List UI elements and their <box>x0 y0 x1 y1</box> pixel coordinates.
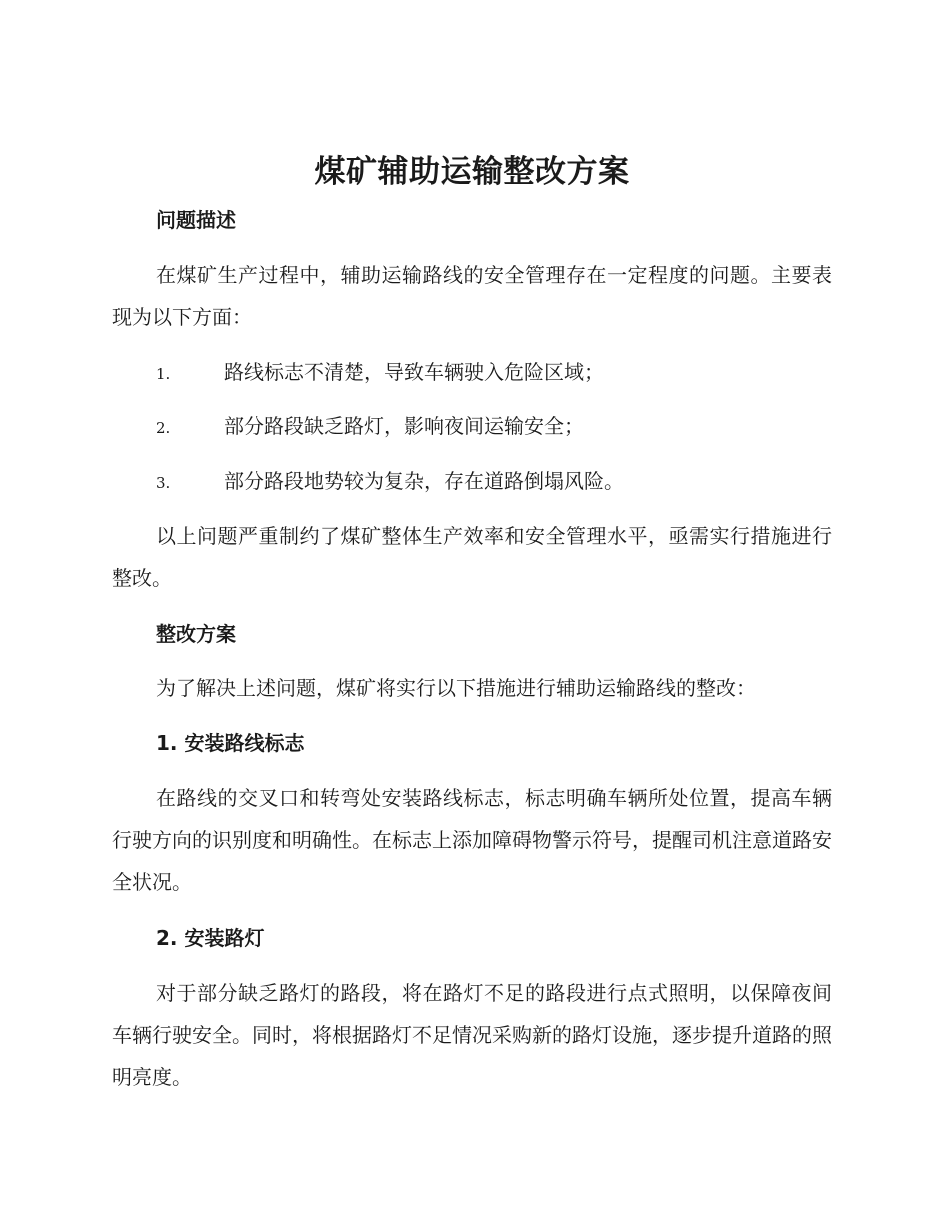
section-heading-solution: 整改方案 <box>156 622 236 646</box>
list-item-number: 1. <box>156 365 171 383</box>
paragraph-problem-conclusion: 以上问题严重制约了煤矿整体生产效率和安全管理水平，亟需实行措施进行整改。 <box>112 524 832 590</box>
document-title: 煤矿辅助运输整改方案 <box>314 154 630 190</box>
subheading-route-signs: 1. 安装路线标志 <box>156 731 305 755</box>
section-heading-problem: 问题描述 <box>156 208 236 232</box>
paragraph-route-signs: 在路线的交叉口和转弯处安装路线标志，标志明确车辆所处位置，提高车辆行驶方向的识别度和明确性。在标志上添加障碍物警示符号，提醒司机注意道路安全状况。 <box>112 786 832 894</box>
list-item <box>156 358 604 388</box>
list-item <box>156 467 624 497</box>
list-item-text: 部分路段缺乏路灯，影响夜间运输安全； <box>224 414 584 438</box>
paragraph-solution-intro: 为了解决上述问题，煤矿将实行以下措施进行辅助运输路线的整改： <box>156 676 756 700</box>
list-item-text: 部分路段地势较为复杂，存在道路倒塌风险。 <box>224 469 624 493</box>
paragraph-problem-intro: 在煤矿生产过程中，辅助运输路线的安全管理存在一定程度的问题。主要表现为以下方面： <box>112 263 832 329</box>
list-item-number: 3. <box>156 474 171 492</box>
list-item-text: 路线标志不清楚，导致车辆驶入危险区域； <box>224 360 604 384</box>
subheading-street-lights: 2. 安装路灯 <box>156 926 265 950</box>
list-item <box>156 412 584 442</box>
paragraph-street-lights: 对于部分缺乏路灯的路段，将在路灯不足的路段进行点式照明，以保障夜间车辆行驶安全。同时，将根据路灯不足情况采购新的路灯设施，逐步提升道路的照明亮度。 <box>112 981 832 1089</box>
list-item-number: 2. <box>156 419 171 437</box>
